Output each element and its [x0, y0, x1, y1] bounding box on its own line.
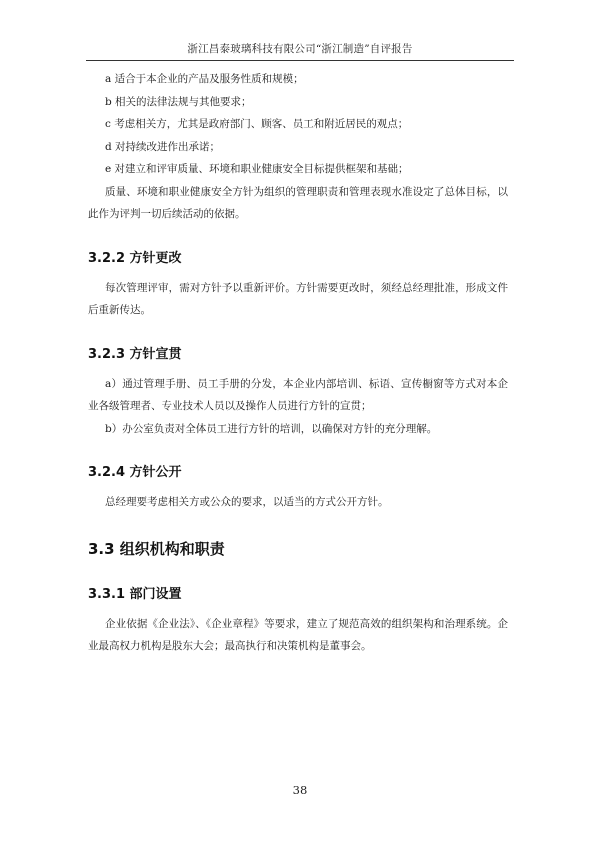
page-content	[88, 68, 508, 658]
section-heading-3-3: 3.3 组织机构和职责	[88, 539, 225, 558]
section-heading-3-2-4: 3.2.4 方针公开	[88, 465, 182, 480]
section-3-2-4-body: 总经理要考虑相关方或公众的要求，以适当的方式公开方针。	[105, 496, 389, 508]
list-item-c: c 考虑相关方，尤其是政府部门、顾客、员工和附近居民的观点；	[105, 118, 409, 130]
list-item-e: e 对建立和评审质量、环境和职业健康安全目标提供框架和基础；	[105, 163, 409, 175]
section-3-2-2-body: 每次管理评审，需对方针予以重新评价。方针需要更改时，须经总经理批准，形成文件后重新传达。	[88, 281, 508, 316]
list-item-b: b 相关的法律法规与其他要求；	[105, 95, 252, 108]
list-item-d: d 对持续改进作出承诺；	[105, 140, 221, 153]
header-divider	[86, 60, 514, 61]
section-heading-3-2-2: 3.2.2 方针更改	[88, 250, 182, 266]
section-heading-3-2-3: 3.2.3 方针宣贯	[88, 346, 182, 362]
page-header: 浙江昌泰玻璃科技有限公司“浙江制造”自评报告	[187, 43, 413, 55]
list-item-a: a 适合于本企业的产品及服务性质和规模；	[105, 73, 304, 85]
policy-summary-paragraph: 质量、环境和职业健康安全方针为组织的管理职责和管理表现水准设定了总体目标，以此作为评判一切后续活动的依据。	[88, 185, 508, 220]
section-heading-3-3-1: 3.3.1 部门设置	[88, 586, 182, 602]
section-3-2-3-item-b: b）办公室负责对全体员工进行方针的培训，以确保对方针的充分理解。	[105, 422, 438, 435]
page-number: 38	[292, 783, 308, 797]
section-3-2-3-item-a: a）通过管理手册、员工手册的分发，本企业内部培训、标语、宣传橱窗等方式对本企业各级管理者、专业技术人员以及操作人员进行方针的宣贯；	[88, 377, 508, 412]
section-3-3-1-body: 企业依据《企业法》、《企业章程》等要求，建立了规范高效的组织架构和治理系统。企业最高权力机构是股东大会；最高执行和决策机构是董事会。	[88, 617, 508, 652]
